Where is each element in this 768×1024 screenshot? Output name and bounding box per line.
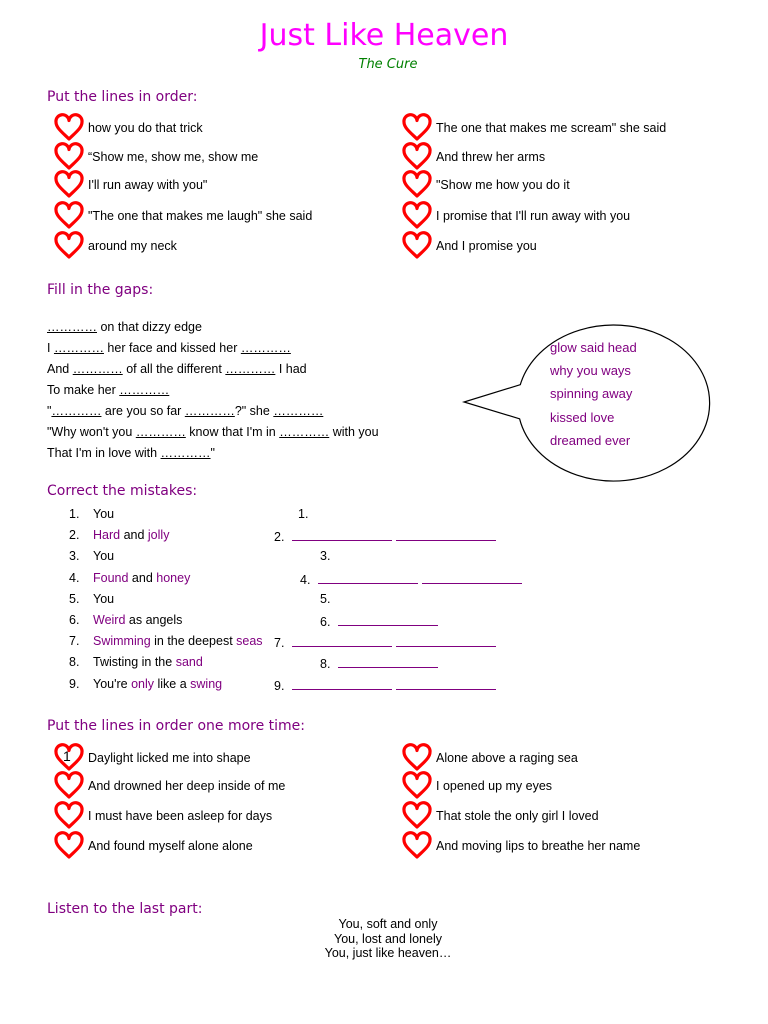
answer-line [274,677,496,693]
heart-icon [54,170,84,200]
gap-blank[interactable]: ………… [184,404,235,418]
gap-text: And [47,362,73,376]
answer-number: 5. [320,591,331,606]
gap-line [47,362,307,376]
answer-number: 1. [298,507,309,521]
mistake-line [69,613,182,627]
mistake-word: seas [236,634,263,649]
mistake-line [69,634,263,648]
section-heading-order-again: Put the lines in order one more time: [47,718,306,734]
answer-number: 3. [320,549,331,564]
answer-line [320,613,438,629]
answer-line [274,528,496,544]
mistake-text: You [93,591,115,606]
artist-name: The Cure [358,57,418,72]
gap-text: " [47,404,52,418]
lyric-line: You, lost and lonely [334,931,442,946]
answer-line [320,655,438,671]
heart-icon [54,113,84,143]
word-bank-item: dreamed ever [550,432,631,448]
gap-text: on that dizzy edge [97,320,202,334]
mistake-text: like a [154,676,191,691]
gap-blank[interactable]: ………… [72,362,123,376]
section-heading-gaps: Fill in the gaps: [47,282,154,298]
mistake-word: Swimming [93,634,151,649]
ordering-line [402,831,640,861]
ordering-line-text: And threw her arms [436,150,546,164]
heart-icon [402,743,432,773]
heart-icon [54,801,84,831]
ordering-line [54,771,285,801]
gap-blank[interactable]: ………… [135,425,186,439]
answer-line [300,571,522,587]
mistake-text: as angels [125,613,183,627]
answer-line [298,507,308,521]
mistake-text: in the deepest [150,634,237,649]
mistake-text: Twisting in the [93,655,176,670]
ordering-line-text: "Show me how you do it [436,178,570,192]
ordering-line-text: And moving lips to breathe her name [436,839,641,853]
answer-blank[interactable] [396,528,496,541]
ordering-line-text: "The one that makes me laugh" she said [88,209,313,223]
mistake-number: 7. [69,634,80,649]
mistake-number: 8. [69,655,80,670]
mistake-text: and [120,528,148,543]
heart-icon [54,831,84,861]
heart-icon [402,170,432,200]
gap-line [47,404,323,418]
mistake-text: and [128,570,157,585]
mistake-line [69,507,114,521]
ordering-line [54,801,272,831]
heart-icon [54,201,84,231]
page-title: Just Like Heaven [259,18,509,53]
lyric-line: You, just like heaven… [324,946,452,960]
ordering-line-text: I opened up my eyes [436,779,553,793]
answer-line [320,592,330,606]
ordering-line-text: I promise that I'll run away with you [436,209,631,223]
gap-line [47,383,169,397]
ordering-line-text: And drowned her deep inside of me [88,779,286,793]
mistake-text: You [93,507,115,521]
mistake-line [69,528,169,542]
mistake-text: You're [93,676,132,691]
gap-text: know that I'm in [185,425,280,439]
gap-blank[interactable]: ………… [240,341,291,355]
mistake-line [69,592,114,606]
heart-icon [54,231,84,261]
ordering-line [402,801,599,831]
gap-blank[interactable]: ………… [51,404,102,418]
answer-blank[interactable] [338,655,438,668]
gap-text: " [210,446,215,460]
ordering-line-text: how you do that trick [88,121,203,135]
answer-blank[interactable] [292,528,392,541]
heart-icon [402,771,432,801]
answer-line [274,634,496,650]
gap-blank[interactable]: ………… [53,341,104,355]
answer-blank[interactable] [422,571,522,584]
mistake-number: 3. [69,549,80,564]
ordering-line [402,142,545,172]
gap-blank[interactable]: ………… [160,446,211,460]
ordering-line-text: And found myself alone alone [88,839,253,853]
mistake-word: only [131,676,155,691]
ordering-line-text: The one that makes me scream" she said [436,121,667,135]
gap-blank[interactable]: ………… [47,320,97,334]
section-heading-listen: Listen to the last part: [47,901,203,917]
lyric-line: You, soft and only [338,917,438,931]
answer-number: 4. [300,572,311,587]
heart-icon [402,201,432,231]
ordering-line-text: Alone above a raging sea [436,751,578,765]
answer-number: 6. [320,615,331,629]
gap-text: her face and kissed her [103,341,241,355]
answer-number: 2. [274,530,285,545]
mistake-word: Found [93,570,129,585]
ordering-line [54,743,251,773]
ordering-line [54,231,177,261]
section-heading-mistakes: Correct the mistakes: [47,483,198,499]
gap-text: with you [329,425,379,439]
order-number: 1 [63,748,71,764]
gap-blank[interactable]: ………… [279,425,330,439]
heart-icon [402,831,432,861]
heart-icon [402,113,432,143]
mistake-word: sand [175,655,203,670]
heart-icon [402,142,432,172]
ordering-line [402,170,570,200]
gap-text: That I'm in love with [47,446,161,460]
answer-number: 7. [274,636,285,651]
section-heading-order: Put the lines in order: [47,89,198,105]
answer-blank[interactable] [292,677,392,690]
mistake-number: 5. [69,591,80,606]
answer-blank[interactable] [318,571,418,584]
gap-text: I had [275,362,307,376]
ordering-line-text: I'll run away with you" [88,178,208,192]
mistake-line [69,571,190,585]
mistake-number: 6. [69,613,80,627]
answer-number: 9. [274,678,285,693]
ordering-line [54,170,207,200]
heart-icon [54,771,84,801]
gap-text: To make her [47,383,120,397]
word-bank-item: why you ways [550,363,631,379]
ordering-line-text: And I promise you [436,239,537,253]
word-bank-item: spinning away [550,386,633,402]
mistake-line [69,655,203,669]
answer-blank[interactable] [396,677,496,690]
gap-line [47,446,215,460]
mistake-line [69,549,114,563]
answer-blank[interactable] [396,634,496,647]
mistake-number: 9. [69,676,80,691]
gap-text: are you so far [101,404,185,418]
gap-line [47,425,379,439]
gap-line [47,341,291,355]
gap-blank[interactable]: ………… [119,383,170,397]
ordering-line [54,113,203,143]
answer-number: 8. [320,657,331,672]
gap-blank[interactable]: ………… [273,404,324,418]
ordering-line [54,142,258,172]
heart-icon [54,142,84,172]
mistake-word: swing [190,676,223,691]
mistake-line [69,677,222,691]
ordering-line [54,831,253,861]
gap-text: of all the different [122,362,226,376]
word-bank-item: glow said head [550,340,637,355]
ordering-line [402,743,578,773]
mistake-word: Hard [93,528,121,543]
ordering-line-text: Daylight licked me into shape [88,751,251,765]
mistake-number: 1. [69,507,80,521]
ordering-line-text: “Show me, show me, show me [88,150,259,164]
gap-text: ?" she [234,404,274,418]
heart-icon [54,743,84,773]
mistake-number: 4. [69,570,80,585]
mistake-word: jolly [147,528,170,543]
gap-text: "Why won't you [47,425,136,439]
ordering-line [402,201,630,231]
answer-line [320,549,330,563]
ordering-line [402,231,537,261]
mistake-number: 2. [69,528,80,543]
answer-blank[interactable] [292,634,392,647]
mistake-word: Weird [93,613,126,627]
mistake-word: honey [156,570,191,585]
heart-icon [402,231,432,261]
word-bank-item: kissed love [550,409,615,425]
ordering-line [402,113,666,143]
ordering-line-text: I must have been asleep for days [88,809,273,823]
ordering-line [54,201,312,231]
final-lyrics [0,917,768,961]
gap-blank[interactable]: ………… [225,362,276,376]
answer-blank[interactable] [338,613,438,626]
gap-text: I [47,341,54,355]
ordering-line-text: That stole the only girl I loved [436,809,599,823]
ordering-line-text: around my neck [88,239,177,253]
ordering-line [402,771,552,801]
mistake-text: You [93,549,115,564]
gap-line [47,320,202,334]
heart-icon [402,801,432,831]
